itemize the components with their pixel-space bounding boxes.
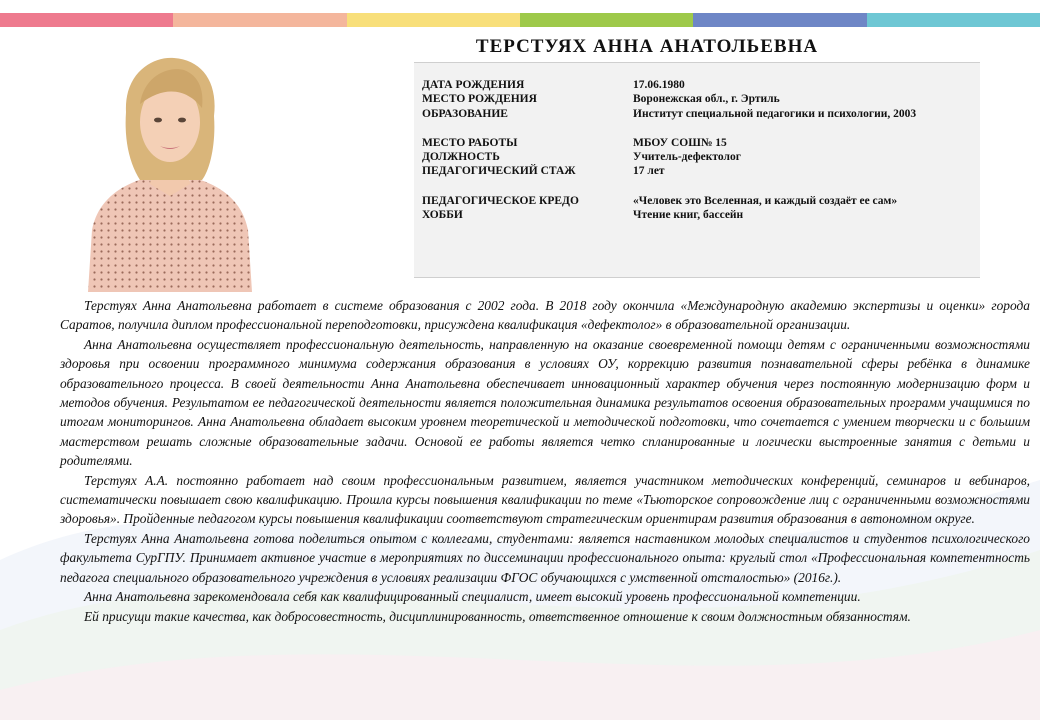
color-stripe <box>0 13 1040 27</box>
stripe-segment <box>173 13 346 27</box>
portrait-icon <box>84 52 256 292</box>
bio-paragraph: Терстуях А.А. постоянно работает над своим профессиональным развитием, является участником методических конференций, семинаров и вебинаров, систематически повышает свою квалификацию. Прошла курсы повышения квалификации по теме «Тьюторское сопровождение лиц с ограниченными возможностями здоровья». Пройденные педагогом курсы повышения квалификации соответствуют стратегическим ориентирам развития образования в автономном округе. <box>60 472 1030 527</box>
credo-value: «Человек это Вселенная, и каждый создаёт ее сам» <box>633 195 898 207</box>
experience-value: 17 лет <box>633 165 665 177</box>
hobby-label: ХОББИ <box>422 209 463 221</box>
bio-paragraph: Анна Анатольевна осуществляет профессиональную деятельность, направленную на оказание своевременной помощи детям с ограниченными возможностями здоровья при освоении программного минимума содержания образования в условиях ОУ, коррекцию развития познавательной сферы ребёнка в динамике образовательного процесса. В своей деятельности Анна Анатольевна обеспечивает инновационный характер обучения через постоянную модернизацию форм и методов обучения. Результатом ее педагогической деятельности является положительная динамика результатов освоения образовательных программ учащимися по итогам мониторингов. Анна Анатольевна обладает высоким уровнем теоретической и методической подготовки, что сочетается с умением творчески и с большим мастерством решать сложные образовательные задачи. Основой ее работы является четко спланированные и логически выстроенные занятия с детьми и родителями. <box>60 336 1030 469</box>
info-panel <box>414 62 980 278</box>
education-label: ОБРАЗОВАНИЕ <box>422 108 508 120</box>
birth-date-label: ДАТА РОЖДЕНИЯ <box>422 79 525 91</box>
hobby-value: Чтение книг, бассейн <box>633 209 744 221</box>
birth-place-value: Воронежская обл., г. Эртиль <box>633 93 780 105</box>
bio-paragraph: Ей присущи такие качества, как добросовестность, дисциплинированность, ответственное отношение к своим должностным обязанностям. <box>84 608 911 624</box>
experience-label: ПЕДАГОГИЧЕСКИЙ СТАЖ <box>422 165 576 177</box>
person-name: ТЕРСТУЯХ АННА АНАТОЛЬЕВНА <box>475 36 819 57</box>
workplace-value: МБОУ СОШ№ 15 <box>633 137 727 149</box>
stripe-segment <box>347 13 520 27</box>
workplace-label: МЕСТО РАБОТЫ <box>422 137 518 149</box>
bio-paragraph: Анна Анатольевна зарекомендовала себя как квалифицированный специалист, имеет высокий уровень профессиональной компетенции. <box>84 589 861 605</box>
position-label: ДОЛЖНОСТЬ <box>422 151 500 163</box>
stripe-segment <box>520 13 693 27</box>
credo-label: ПЕДАГОГИЧЕСКОЕ КРЕДО <box>422 195 579 207</box>
birth-date-value: 17.06.1980 <box>633 79 685 91</box>
birth-place-label: МЕСТО РОЖДЕНИЯ <box>422 93 537 105</box>
portrait-photo <box>84 52 256 292</box>
position-value: Учитель-дефектолог <box>633 151 741 163</box>
stripe-segment <box>867 13 1040 27</box>
bio-paragraph: Терстуях Анна Анатольевна работает в системе образования с 2002 года. В 2018 году окончила «Международную академию экспертизы и оценки» города Саратов, получила диплом профессиональной переподготовки, присуждена квалификация «дефектолог» в образовательной организации. <box>60 298 1030 333</box>
stripe-segment <box>0 13 173 27</box>
stripe-segment <box>693 13 866 27</box>
bio-paragraph: Терстуях Анна Анатольевна готова поделиться опытом с коллегами, студентами: является наставником молодых специалистов и студентов психологического факультета СурГПУ. Принимает активное участие в мероприятиях по диссеминации профессионального опыта: круглый стол «Профессиональная компетентность педагога специального образовательного учреждения в условиях реализации ФГОС обучающихся с умственной отсталостью» (2016г.). <box>60 530 1030 585</box>
education-value: Институт специальной педагогики и психологии, 2003 <box>633 108 917 120</box>
biography-text <box>60 296 1030 626</box>
